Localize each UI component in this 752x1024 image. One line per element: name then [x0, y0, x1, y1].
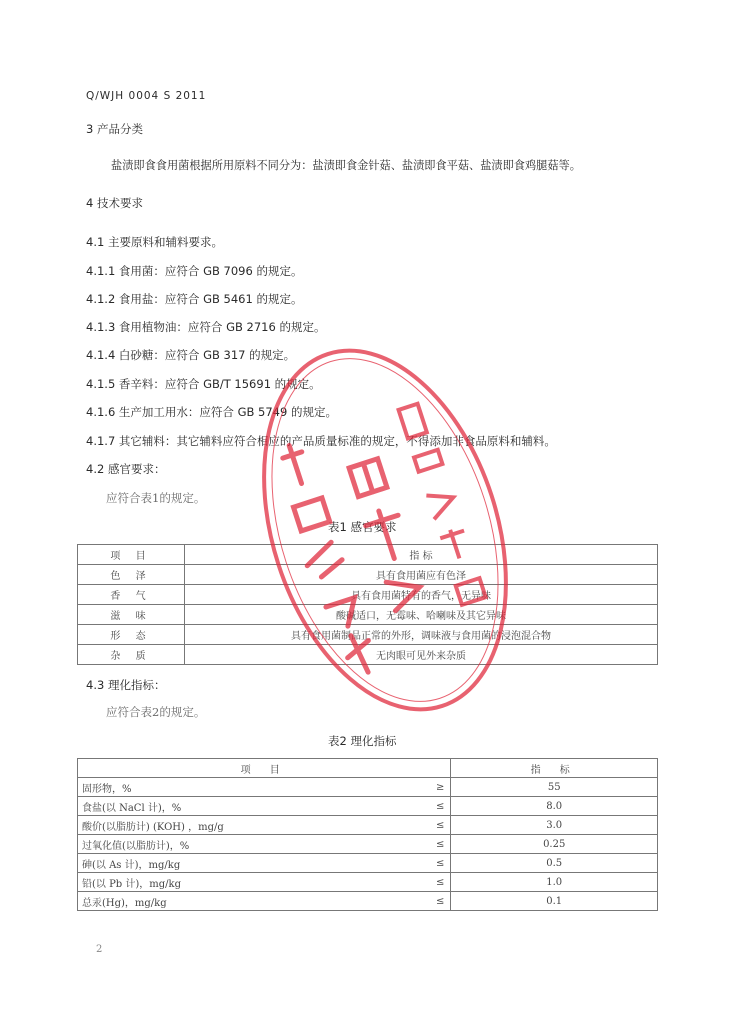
- table-cell-operator: ≤: [432, 797, 451, 816]
- table-cell: 0.5: [451, 854, 658, 873]
- table-cell: 过氧化值(以脂肪计)，%: [78, 835, 433, 854]
- table-2-caption: 表2 理化指标: [328, 734, 397, 748]
- table-row: [78, 778, 658, 797]
- table-header-cell: 项 目: [78, 759, 451, 778]
- table-row: [78, 816, 658, 835]
- table-cell: 杂 质: [78, 645, 185, 665]
- section-4-1-4: 4.1.4 白砂糖：应符合 GB 317 的规定。: [86, 348, 296, 362]
- table-cell: 具有食用菌制品正常的外形，调味液与食用菌的浸泡混合物: [185, 625, 658, 645]
- table-cell-operator: ≤: [432, 835, 451, 854]
- table-row: [78, 892, 658, 911]
- table-cell: 0.25: [451, 835, 658, 854]
- table-cell: 酸碱适口，无霉味、哈喇味及其它异味: [185, 605, 658, 625]
- section-4-2-body: 应符合表1的规定。: [106, 491, 206, 505]
- table-cell: 3.0: [451, 816, 658, 835]
- table-header-cell: 指 标: [451, 759, 658, 778]
- table-header-row: [78, 759, 658, 778]
- table-cell: 8.0: [451, 797, 658, 816]
- table-row: [78, 605, 658, 625]
- section-4-1-7: 4.1.7 其它辅料：其它辅料应符合相应的产品质量标准的规定，不得添加非食品原料和辅料。: [86, 434, 556, 448]
- table-row: [78, 585, 658, 605]
- table-cell: 55: [451, 778, 658, 797]
- section-4-3-body: 应符合表2的规定。: [106, 705, 206, 719]
- section-4-2: 4.2 感官要求：: [86, 462, 166, 476]
- table-row: [78, 625, 658, 645]
- section-4-1-5: 4.1.5 香辛料：应符合 GB/T 15691 的规定。: [86, 377, 321, 391]
- table-header-cell: 指 标: [185, 545, 658, 565]
- table-row: [78, 835, 658, 854]
- physicochemical-table: [77, 758, 658, 911]
- table-cell: 固形物，%: [78, 778, 433, 797]
- table-cell-operator: ≤: [432, 873, 451, 892]
- table-row: [78, 565, 658, 585]
- sensory-table: [77, 544, 658, 665]
- table-cell: 色 泽: [78, 565, 185, 585]
- table-cell: 0.1: [451, 892, 658, 911]
- section-4-heading: 4 技术要求: [86, 196, 143, 210]
- section-4-1-1: 4.1.1 食用菌：应符合 GB 7096 的规定。: [86, 264, 303, 278]
- section-4-1-2: 4.1.2 食用盐：应符合 GB 5461 的规定。: [86, 292, 303, 306]
- table-row: [78, 645, 658, 665]
- section-4-3: 4.3 理化指标：: [86, 678, 166, 692]
- section-3-heading: 3 产品分类: [86, 122, 143, 136]
- table-cell-operator: ≤: [432, 854, 451, 873]
- doc-code: Q/WJH 0004 S 2011: [86, 90, 207, 102]
- table-cell: 酸价(以脂肪计) (KOH) ，mg/g: [78, 816, 433, 835]
- table-cell-operator: ≥: [432, 778, 451, 797]
- table-row: [78, 854, 658, 873]
- section-4-1-3: 4.1.3 食用植物油：应符合 GB 2716 的规定。: [86, 320, 326, 334]
- table-row: [78, 797, 658, 816]
- page-number: 2: [96, 944, 103, 955]
- table-cell: 具有食用菌特有的香气，无异味: [185, 585, 658, 605]
- table-cell-operator: ≤: [432, 816, 451, 835]
- table-cell: 砷(以 As 计)，mg/kg: [78, 854, 433, 873]
- table-cell: 形 态: [78, 625, 185, 645]
- table-header-row: [78, 545, 658, 565]
- section-4-1-6: 4.1.6 生产加工用水：应符合 GB 5749 的规定。: [86, 405, 337, 419]
- table-cell: 食盐(以 NaCl 计)，%: [78, 797, 433, 816]
- table-cell-operator: ≤: [432, 892, 451, 911]
- table-cell: 具有食用菌应有色泽: [185, 565, 658, 585]
- table-cell: 滋 味: [78, 605, 185, 625]
- table-cell: 无肉眼可见外来杂质: [185, 645, 658, 665]
- table-header-cell: 项 目: [78, 545, 185, 565]
- table-1-caption: 表1 感官要求: [328, 520, 397, 534]
- section-3-body: 盐渍即食食用菌根据所用原料不同分为：盐渍即食金针菇、盐渍即食平菇、盐渍即食鸡腿菇等。: [111, 159, 581, 172]
- section-4-1: 4.1 主要原料和辅料要求。: [86, 235, 223, 249]
- table-cell: 1.0: [451, 873, 658, 892]
- table-row: [78, 873, 658, 892]
- table-cell: 总汞(Hg)，mg/kg: [78, 892, 433, 911]
- table-cell: 香 气: [78, 585, 185, 605]
- table-cell: 铅(以 Pb 计)，mg/kg: [78, 873, 433, 892]
